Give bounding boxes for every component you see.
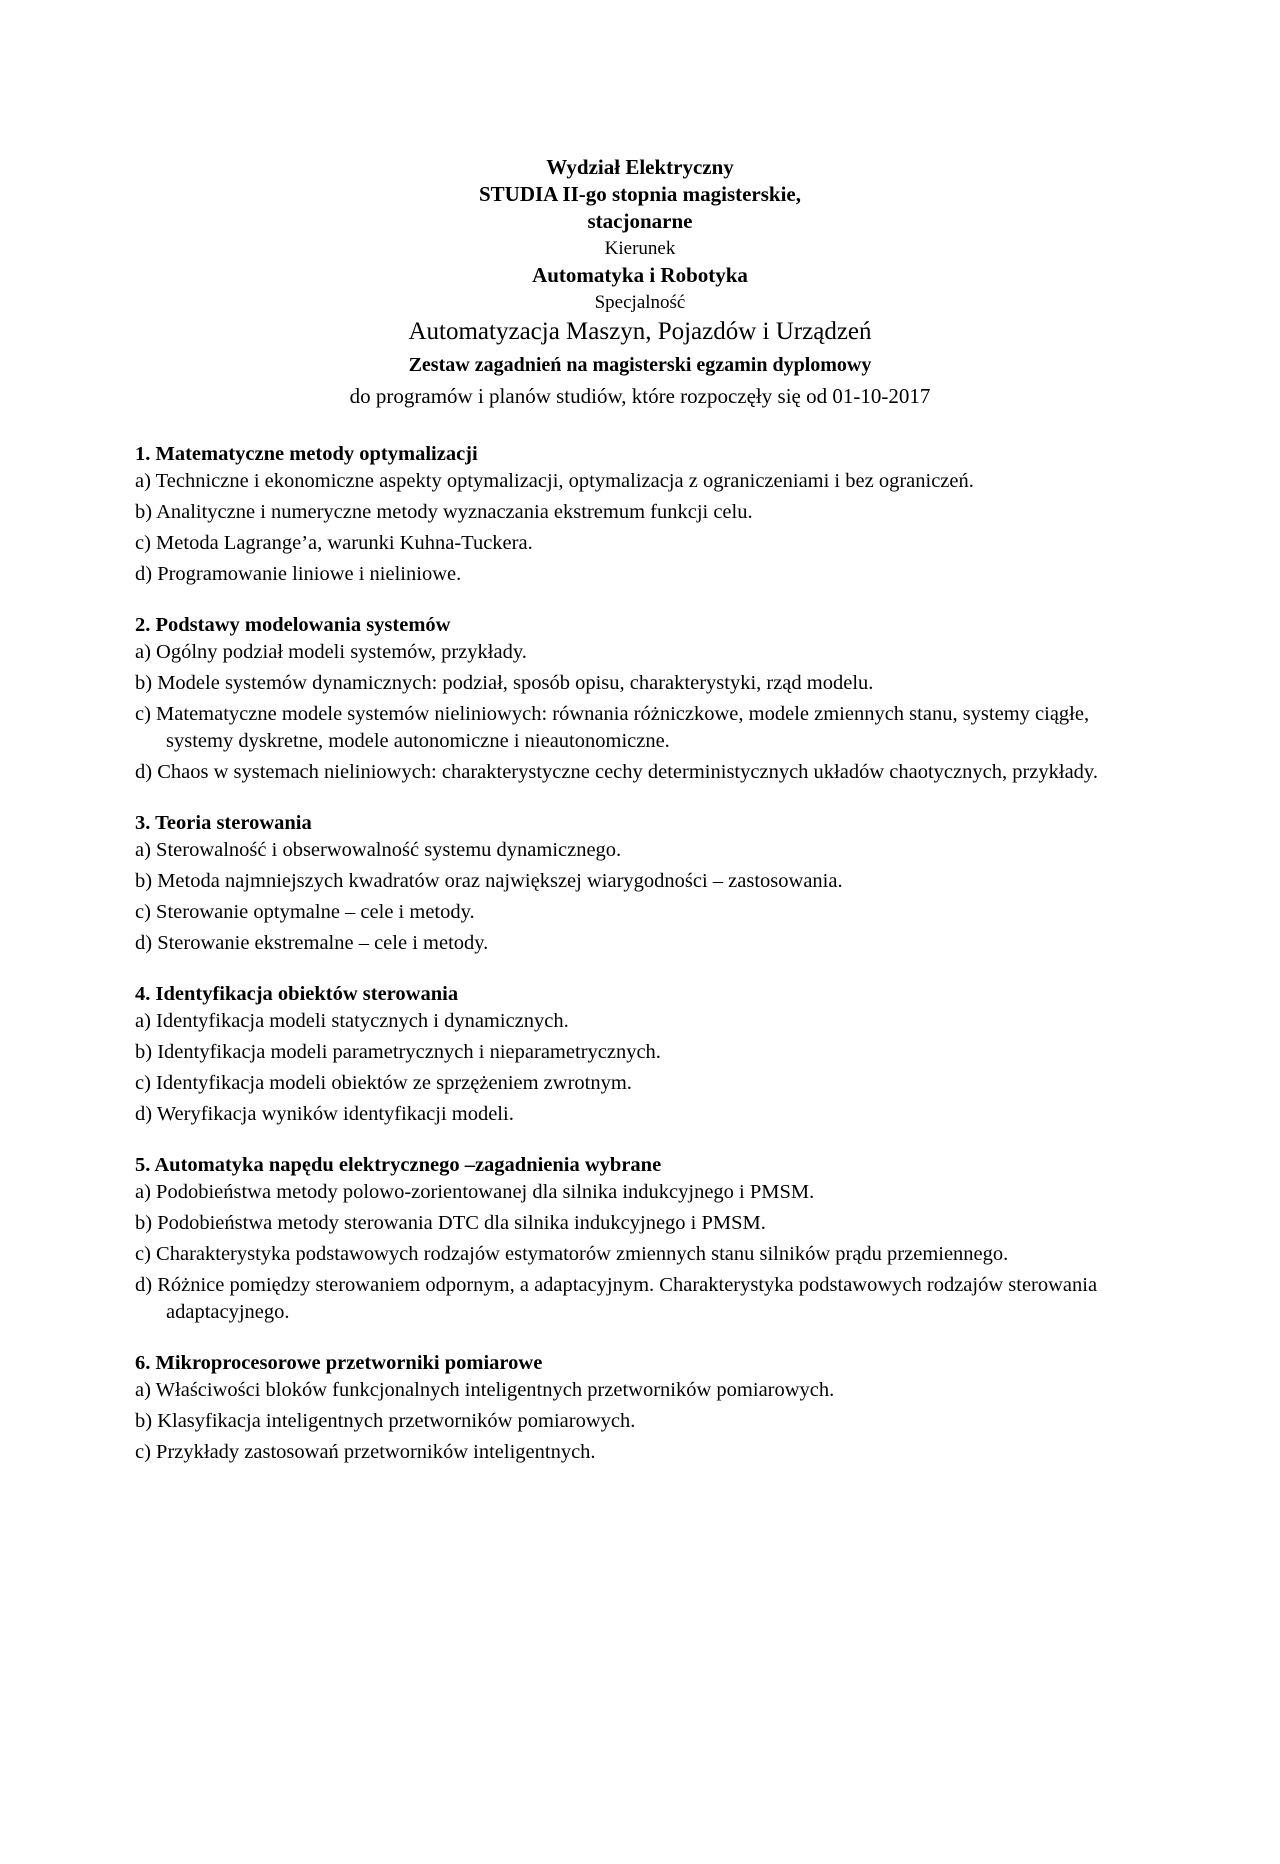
field-name: Automatyka i Robotyka: [532, 263, 748, 287]
exam-title: Zestaw zagadnień na magisterski egzamin dyplomowy: [408, 354, 872, 376]
section-identification: [135, 980, 1155, 1128]
list-item: c) Sterowanie optymalne – cele i metody.: [135, 901, 475, 923]
list-item: d) Chaos w systemach nieliniowych: charakterystyczne cechy deterministycznych układów chaotycznych, przykłady.: [135, 761, 1098, 783]
list-item: d) Różnice pomiędzy sterowaniem odpornym, a adaptacyjnym. Charakterystyka podstawowych rodzajów sterowania adaptacyjnego.: [135, 1274, 1098, 1323]
list-item: b) Klasyfikacja inteligentnych przetworników pomiarowych.: [135, 1410, 636, 1432]
list-item: a) Sterowalność i obserwowalność systemu dynamicznego.: [135, 839, 622, 861]
section-title: 2. Podstawy modelowania systemów: [135, 614, 451, 636]
section-control-theory: [135, 809, 1155, 957]
section-title: 3. Teoria sterowania: [135, 812, 312, 834]
studies-mode: stacjonarne: [587, 209, 693, 233]
field-label: Kierunek: [604, 238, 676, 259]
topics-list: [135, 440, 1155, 1489]
section-title: 6. Mikroprocesorowe przetworniki pomiarowe: [135, 1352, 543, 1374]
faculty-name: Wydział Elektryczny: [546, 155, 734, 179]
list-item: a) Ogólny podział modeli systemów, przykłady.: [135, 641, 527, 663]
section-electric-drives: [135, 1151, 1155, 1326]
list-item: a) Identyfikacja modeli statycznych i dynamicznych.: [135, 1010, 569, 1032]
section-title: 1. Matematyczne metody optymalizacji: [135, 443, 478, 465]
list-item: a) Właściwości bloków funkcjonalnych inteligentnych przetworników pomiarowych.: [135, 1379, 835, 1401]
specialty-name: Automatyzacja Maszyn, Pojazdów i Urządzeń: [408, 318, 872, 345]
list-item: b) Analityczne i numeryczne metody wyznaczania ekstremum funkcji celu.: [135, 501, 753, 523]
list-item: a) Podobieństwa metody polowo-zorientowanej dla silnika indukcyjnego i PMSM.: [135, 1181, 815, 1203]
specialty-label: Specjalność: [594, 292, 686, 313]
list-item: d) Weryfikacja wyników identyfikacji modeli.: [135, 1103, 514, 1125]
list-item: c) Matematyczne modele systemów nieliniowych: równania różniczkowe, modele zmiennych stanu, systemy ciągłe, systemy dyskretne, modele autonomiczne i nieautonomiczne.: [135, 703, 1090, 752]
section-optimization: [135, 440, 1155, 588]
document-header: [0, 154, 1280, 411]
list-item: c) Metoda Lagrange’a, warunki Kuhna-Tuckera.: [135, 532, 533, 554]
list-item: d) Programowanie liniowe i nieliniowe.: [135, 563, 462, 585]
list-item: b) Modele systemów dynamicznych: podział, sposób opisu, charakterystyki, rząd modelu.: [135, 672, 874, 694]
section-modeling: [135, 611, 1155, 786]
section-title: 5. Automatyka napędu elektrycznego –zagadnienia wybrane: [135, 1154, 662, 1176]
list-item: b) Identyfikacja modeli parametrycznych i nieparametrycznych.: [135, 1041, 661, 1063]
list-item: b) Metoda najmniejszych kwadratów oraz największej wiarygodności – zastosowania.: [135, 870, 843, 892]
list-item: c) Przykłady zastosowań przetworników inteligentnych.: [135, 1441, 596, 1463]
list-item: c) Charakterystyka podstawowych rodzajów estymatorów zmiennych stanu silników prądu przemiennego.: [135, 1243, 1009, 1265]
applies-to-note: do programów i planów studiów, które rozpoczęły się od 01-10-2017: [349, 384, 931, 408]
section-measurement-transducers: [135, 1349, 1155, 1466]
list-item: b) Podobieństwa metody sterowania DTC dla silnika indukcyjnego i PMSM.: [135, 1212, 766, 1234]
studies-level: STUDIA II-go stopnia magisterskie,: [478, 182, 802, 206]
list-item: c) Identyfikacja modeli obiektów ze sprzężeniem zwrotnym.: [135, 1072, 632, 1094]
section-title: 4. Identyfikacja obiektów sterowania: [135, 983, 459, 1005]
list-item: a) Techniczne i ekonomiczne aspekty optymalizacji, optymalizacja z ograniczeniami i bez ograniczeń.: [135, 470, 974, 492]
list-item: d) Sterowanie ekstremalne – cele i metody.: [135, 932, 489, 954]
